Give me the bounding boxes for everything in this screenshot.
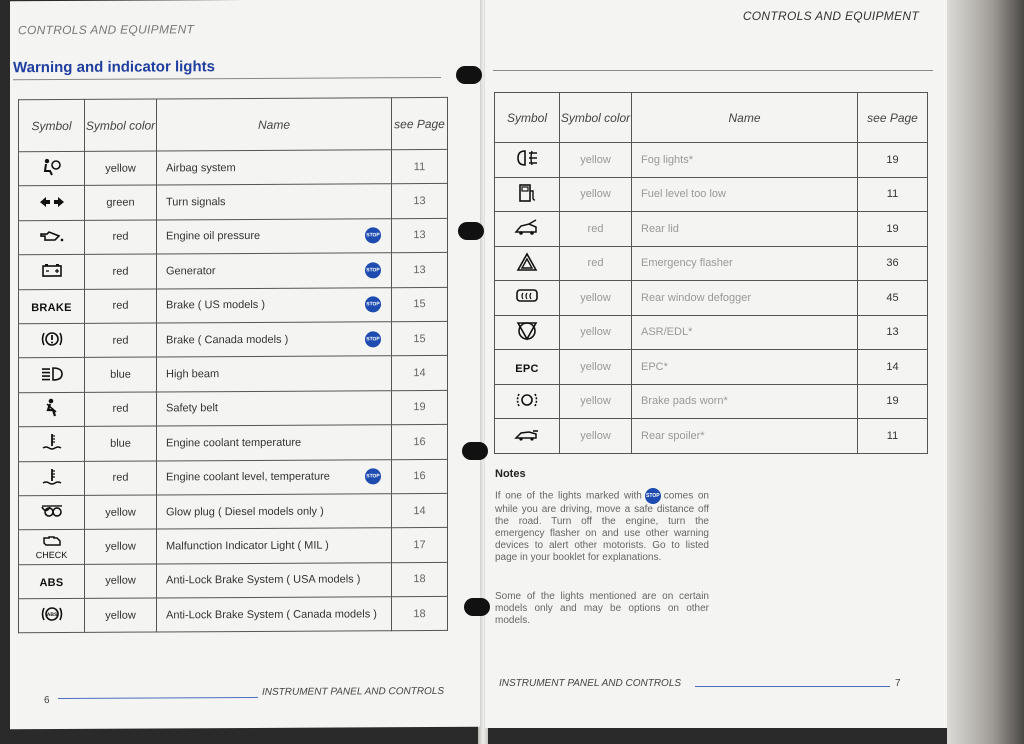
indicator-name: Fog lights* xyxy=(641,153,693,166)
svg-text:ABS: ABS xyxy=(46,612,57,619)
table-row xyxy=(19,597,448,634)
airbag-icon xyxy=(41,163,63,179)
indicator-table-left xyxy=(18,97,448,634)
coolant-temp-icon xyxy=(41,439,63,455)
indicator-name-cell xyxy=(157,494,392,530)
symbol-cell xyxy=(495,177,560,212)
symbol-cell xyxy=(495,212,560,247)
indicator-name-cell xyxy=(157,528,392,564)
symbol-color: yellow xyxy=(85,529,157,564)
table-row xyxy=(19,425,448,462)
table-row xyxy=(19,459,448,496)
indicator-name-cell xyxy=(632,419,858,454)
footer-rule-left xyxy=(58,697,258,699)
stop-icon: STOP xyxy=(365,297,381,313)
indicator-name: High beam xyxy=(166,368,220,381)
indicator-name-cell xyxy=(157,287,392,323)
table-row xyxy=(19,149,448,186)
indicator-table-right xyxy=(494,92,928,454)
rear-defogger-icon xyxy=(515,291,539,307)
symbol-cell xyxy=(19,220,85,255)
symbol-cell xyxy=(19,323,85,358)
table-row xyxy=(19,287,448,324)
symbol-color: blue xyxy=(85,357,157,392)
see-page: 19 xyxy=(858,384,928,419)
symbol-color: green xyxy=(85,185,157,220)
see-page: 13 xyxy=(858,315,928,350)
symbol-cell xyxy=(19,392,85,427)
table-row xyxy=(495,212,928,247)
brake-pads-icon xyxy=(516,396,538,412)
indicator-name: Rear lid xyxy=(641,222,679,235)
indicator-name: Rear window defogger xyxy=(641,291,752,304)
header-page: see Page xyxy=(392,97,448,149)
see-page: 11 xyxy=(392,149,448,184)
seat-belt-icon xyxy=(43,405,61,421)
binder-ring-3 xyxy=(462,442,488,460)
indicator-name: Engine coolant level, temperature xyxy=(166,470,330,484)
indicator-name-cell xyxy=(157,219,392,255)
table-row xyxy=(19,390,448,427)
check-engine-icon xyxy=(41,534,63,550)
notes-title: Notes xyxy=(495,468,526,480)
symbol-color: yellow xyxy=(85,151,157,186)
table-row xyxy=(19,356,448,393)
indicator-name: Rear spoiler* xyxy=(641,429,705,442)
symbol-color: yellow xyxy=(560,419,632,454)
indicator-name-cell xyxy=(157,184,392,220)
symbol-text: BRAKE xyxy=(31,302,72,315)
stop-icon: STOP xyxy=(645,488,661,504)
header-color: Symbol color xyxy=(85,99,157,151)
indicator-name: EPC* xyxy=(641,360,668,373)
table-body-right xyxy=(495,143,928,454)
fog-light-icon xyxy=(515,154,539,170)
left-page xyxy=(10,0,480,729)
title-rule xyxy=(13,77,441,80)
oil-can-icon xyxy=(39,229,65,245)
symbol-color: red xyxy=(560,212,632,247)
stop-icon: STOP xyxy=(365,262,381,278)
page-number-left: 6 xyxy=(44,695,50,707)
section-title: Warning and indicator lights xyxy=(13,58,215,77)
indicator-name-cell xyxy=(157,356,392,392)
symbol-color: red xyxy=(85,392,157,427)
indicator-name-cell xyxy=(157,425,392,461)
see-page: 19 xyxy=(858,143,928,178)
indicator-name: Fuel level too low xyxy=(641,188,726,201)
note-optional-lights: Some of the lights mentioned are on certain models only and may be options on other models. xyxy=(495,591,709,626)
running-head-right: CONTROLS AND EQUIPMENT xyxy=(742,9,919,23)
indicator-name: Engine coolant temperature xyxy=(166,436,302,450)
table-row xyxy=(19,493,448,530)
top-rule-right xyxy=(493,70,933,71)
header-color: Symbol color xyxy=(560,93,632,143)
see-page: 36 xyxy=(858,246,928,281)
symbol-color: red xyxy=(85,460,157,495)
symbol-cell xyxy=(495,384,560,419)
symbol-cell xyxy=(19,495,85,530)
indicator-name: Glow plug ( Diesel models only ) xyxy=(166,505,324,519)
indicator-name-cell xyxy=(157,322,392,358)
table-row xyxy=(495,419,928,454)
symbol-cell xyxy=(495,315,560,350)
note-1-post: comes on while you are driving, move a safe distance off the road. Turn off the engine, turn the emergency flasher on and use other warning devices to alert other motorists. Go to listed page in your booklet for explanations. xyxy=(495,490,709,563)
symbol-color: yellow xyxy=(560,350,632,385)
symbol-cell xyxy=(19,151,85,186)
symbol-cell xyxy=(19,598,85,633)
see-page: 15 xyxy=(392,321,448,356)
footer-text-left: INSTRUMENT PANEL AND CONTROLS xyxy=(262,685,445,698)
indicator-name-cell xyxy=(632,212,858,247)
symbol-color: red xyxy=(560,246,632,281)
symbol-text: EPC xyxy=(515,362,539,375)
symbol-cell xyxy=(495,143,560,178)
table-row xyxy=(495,281,928,316)
symbol-cell xyxy=(19,255,85,290)
symbol-cell xyxy=(19,289,85,324)
see-page: 14 xyxy=(858,350,928,385)
symbol-cell xyxy=(19,530,85,565)
footer-text-right: INSTRUMENT PANEL AND CONTROLS xyxy=(499,678,682,689)
symbol-color: yellow xyxy=(85,598,157,633)
indicator-name-cell xyxy=(157,562,392,598)
see-page: 14 xyxy=(392,356,448,391)
indicator-name-cell xyxy=(157,597,392,633)
indicator-name-cell xyxy=(632,246,858,281)
see-page: 18 xyxy=(392,562,448,597)
see-page: 13 xyxy=(392,184,448,219)
indicator-name-cell xyxy=(632,350,858,385)
symbol-color: yellow xyxy=(85,564,157,599)
indicator-name-cell xyxy=(632,281,858,316)
binder-ring-2 xyxy=(458,222,484,240)
symbol-cell xyxy=(19,426,85,461)
hazard-triangle-icon xyxy=(516,259,538,275)
binder-ring-1 xyxy=(456,66,482,84)
indicator-name-cell xyxy=(157,150,392,186)
indicator-name-cell xyxy=(632,384,858,419)
symbol-color: red xyxy=(85,289,157,324)
indicator-name: Emergency flasher xyxy=(641,257,733,270)
indicator-name: Brake pads worn* xyxy=(641,395,728,408)
high-beam-icon xyxy=(40,368,64,384)
indicator-name: Airbag system xyxy=(166,161,236,175)
stop-icon: STOP xyxy=(365,331,381,347)
symbol-cell xyxy=(19,461,85,496)
table-row xyxy=(19,218,448,255)
indicator-name: Brake ( US models ) xyxy=(166,299,266,312)
rear-lid-icon xyxy=(514,222,540,238)
table-header-row xyxy=(495,93,928,143)
indicator-name: Anti-Lock Brake System ( USA models ) xyxy=(166,573,361,587)
page-number-right: 7 xyxy=(895,678,901,689)
symbol-cell xyxy=(495,350,560,385)
see-page: 14 xyxy=(392,493,448,528)
header-name: Name xyxy=(157,98,392,151)
asr-edl-icon xyxy=(516,328,538,344)
table-row xyxy=(495,246,928,281)
table-row xyxy=(495,177,928,212)
table-row xyxy=(19,321,448,358)
table-header-row xyxy=(19,97,448,151)
symbol-cell xyxy=(19,186,85,221)
see-page: 19 xyxy=(858,212,928,247)
see-page: 13 xyxy=(392,218,448,253)
symbol-cell xyxy=(495,246,560,281)
indicator-name-cell xyxy=(632,177,858,212)
header-symbol: Symbol xyxy=(495,93,560,143)
see-page: 17 xyxy=(392,528,448,563)
table-row xyxy=(19,184,448,221)
indicator-name-cell xyxy=(632,315,858,350)
indicator-name: Generator xyxy=(166,265,216,278)
table-row xyxy=(19,253,448,290)
indicator-name: ASR/EDL* xyxy=(641,326,693,339)
indicator-name-cell xyxy=(157,253,392,289)
running-head-left: CONTROLS AND EQUIPMENT xyxy=(18,22,195,38)
symbol-color: red xyxy=(85,323,157,358)
stop-icon: STOP xyxy=(365,468,381,484)
see-page: 19 xyxy=(392,390,448,425)
indicator-name: Brake ( Canada models ) xyxy=(166,333,289,347)
fuel-pump-icon xyxy=(517,190,537,206)
battery-icon xyxy=(41,264,63,280)
symbol-cell xyxy=(19,564,85,599)
symbol-color: yellow xyxy=(560,315,632,350)
abs-circle-icon xyxy=(41,610,63,626)
brake-circle-icon xyxy=(41,335,63,351)
see-page: 16 xyxy=(392,459,448,494)
note-1-pre: If one of the lights marked with xyxy=(495,490,642,502)
rear-spoiler-icon xyxy=(514,428,540,444)
table-body-left xyxy=(19,149,448,633)
see-page: 16 xyxy=(392,425,448,460)
symbol-color: yellow xyxy=(560,384,632,419)
symbol-color: red xyxy=(85,254,157,289)
see-page: 45 xyxy=(858,281,928,316)
symbol-cell xyxy=(19,358,85,393)
glow-plug-icon xyxy=(40,505,64,521)
header-name: Name xyxy=(632,93,858,143)
symbol-color: yellow xyxy=(85,495,157,530)
indicator-name-cell xyxy=(632,143,858,178)
symbol-color: blue xyxy=(85,426,157,461)
symbol-color: yellow xyxy=(560,177,632,212)
symbol-text: CHECK xyxy=(35,549,68,561)
table-row xyxy=(19,562,448,599)
symbol-color: red xyxy=(85,220,157,255)
table-row xyxy=(495,315,928,350)
coolant-temp-icon xyxy=(41,474,63,490)
indicator-name: Anti-Lock Brake System ( Canada models ) xyxy=(166,608,377,622)
symbol-cell xyxy=(495,281,560,316)
header-page: see Page xyxy=(858,93,928,143)
table-row xyxy=(495,350,928,385)
indicator-name: Turn signals xyxy=(166,196,226,209)
symbol-color: yellow xyxy=(560,281,632,316)
binder-ring-4 xyxy=(464,598,490,616)
indicator-name-cell xyxy=(157,390,392,426)
table-row xyxy=(495,384,928,419)
see-page: 15 xyxy=(392,287,448,322)
header-symbol: Symbol xyxy=(19,99,85,151)
page-stack-edge xyxy=(947,0,1024,744)
indicator-name: Malfunction Indicator Light ( MIL ) xyxy=(166,539,329,553)
indicator-name: Safety belt xyxy=(166,402,218,415)
indicator-name-cell xyxy=(157,459,392,495)
symbol-text: ABS xyxy=(39,577,64,590)
right-page xyxy=(485,0,947,728)
see-page: 11 xyxy=(858,177,928,212)
turn-signal-icon xyxy=(39,195,65,211)
stop-icon: STOP xyxy=(365,228,381,244)
see-page: 18 xyxy=(392,597,448,632)
table-row xyxy=(19,528,448,565)
symbol-color: yellow xyxy=(560,143,632,178)
note-stop-explanation xyxy=(495,488,709,564)
table-row xyxy=(495,143,928,178)
indicator-name: Engine oil pressure xyxy=(166,230,261,243)
see-page: 13 xyxy=(392,253,448,288)
footer-rule-right xyxy=(695,686,890,687)
see-page: 11 xyxy=(858,419,928,454)
symbol-cell xyxy=(495,419,560,454)
